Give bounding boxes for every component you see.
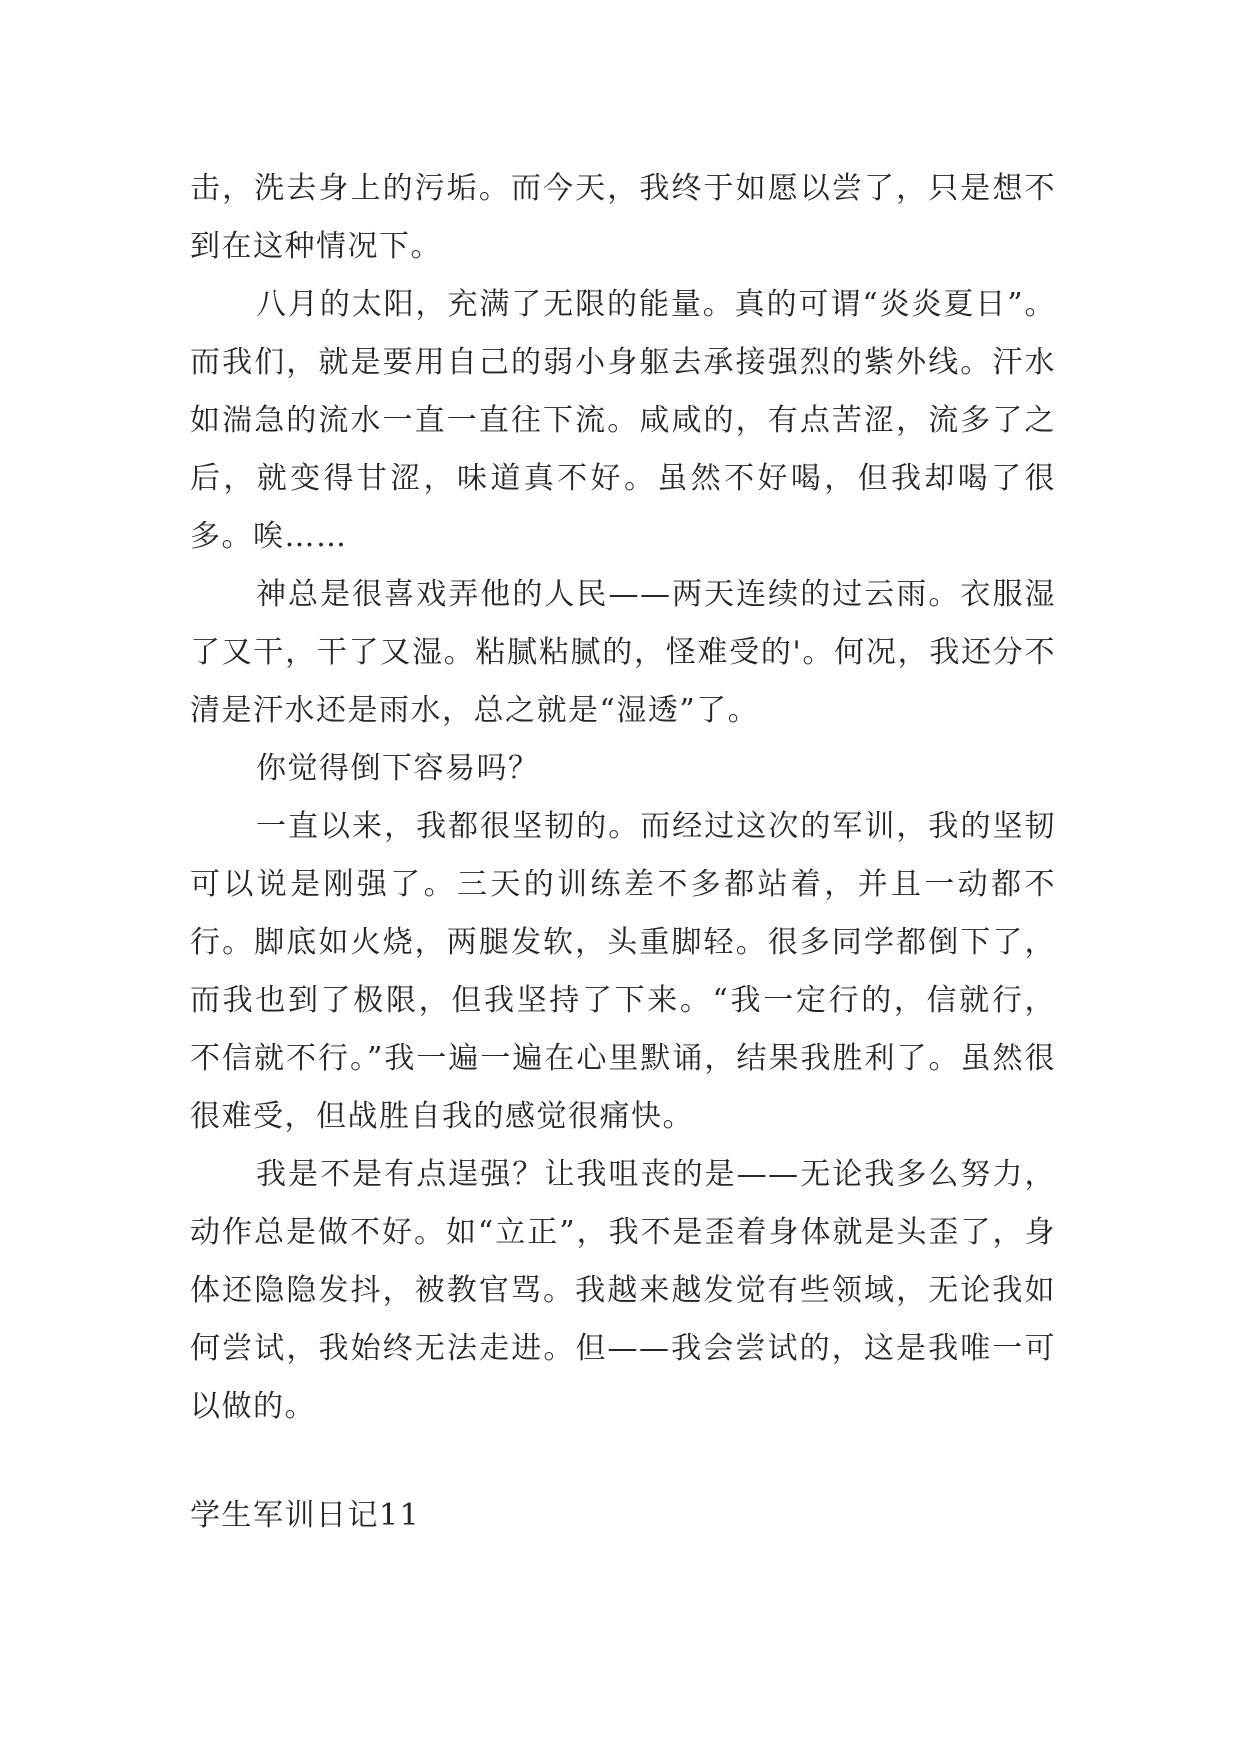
paragraph-6: 我是不是有点逞强？让我咀丧的是——无论我多么努力，动作总是做不好。如“立正”，我不是歪着身体就是头歪了，身体还隐隐发抖，被教官骂。我越来越发觉有些领域，无论我如何尝试，我始终无法走进。但——我会尝试的，这是我唯一可以做的。 (190, 1157, 1056, 1424)
paragraph-3: 神总是很喜戏弄他的人民——两天连续的过云雨。衣服湿了又干，干了又湿。粘腻粘腻的，怪难受的'。何况，我还分不清是汗水还是雨水，总之就是“湿透”了。 (190, 577, 1056, 728)
paragraph-2: 八月的太阳，充满了无限的能量。真的可谓“炎炎夏日”。而我们，就是要用自己的弱小身躯去承接强烈的紫外线。汗水如湍急的流水一直一直往下流。咸咸的，有点苦涩，流多了之后，就变得甘涩，味道真不好。虽然不好喝，但我却喝了很多。唉…… (190, 287, 1056, 554)
body-text (190, 160, 1056, 1436)
section-title: 学生军训日记11 (190, 1498, 421, 1533)
paragraph-1: 击，洗去身上的污垢。而今天，我终于如愿以尝了，只是想不到在这种情况下。 (190, 171, 1056, 264)
paragraph-4: 你觉得倒下容易吗？ (256, 751, 540, 786)
paragraph-5: 一直以来，我都很坚韧的。而经过这次的军训，我的坚韧可以说是刚强了。三天的训练差不多都站着，并且一动都不行。脚底如火烧，两腿发软，头重脚轻。很多同学都倒下了，而我也到了极限，但我坚持了下来。“我一定行的，信就行，不信就不行。”我一遍一遍在心里默诵，结果我胜利了。虽然很很难受，但战胜自我的感觉很痛快。 (190, 809, 1056, 1134)
